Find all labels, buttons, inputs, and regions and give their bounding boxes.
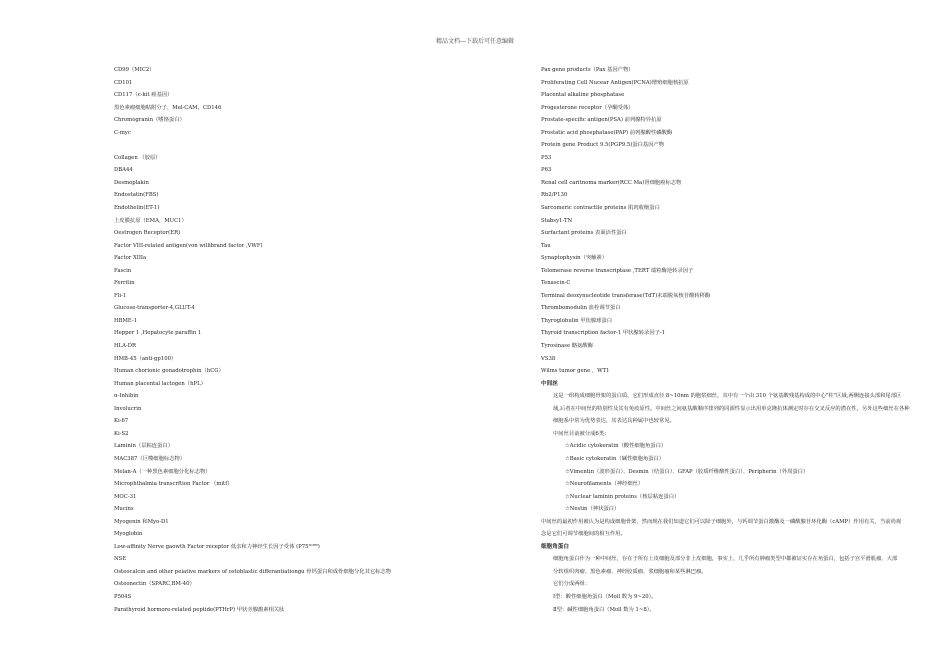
filament-class-list: [541, 440, 921, 515]
list-item: HMB-45（anti-gp100）: [114, 355, 177, 362]
left-column: [114, 64, 474, 616]
list-item: Chromogranin（嗜铬蛋白）: [114, 117, 185, 124]
list-item: CD101: [114, 79, 133, 86]
list-item: Telomerase reverse transcriptase ,TERT 端粒酶逆转录因子: [541, 267, 694, 274]
list-item: ☆Nuclear laminin proteins（核层粘连蛋白）: [565, 493, 680, 500]
list-item: ☆Basic cytokeratin（碱性细胞角蛋白）: [565, 455, 665, 462]
list-item: Microphthalmia transcrftion Factor （mitf）: [114, 481, 233, 488]
list-item: Terminal deoxynucleotide transferase(TdT)末端脱氧核苷酸转移酶: [541, 292, 711, 299]
section-paragraph: [541, 390, 926, 428]
list-item: Wilms tumor gene ，WT1: [541, 368, 610, 375]
list-item: Proliferating Cell Nucear Antigen(PCNA)增殖细胞核抗原: [541, 79, 689, 86]
list-intro: 中间丝目前被分成6类：: [553, 430, 610, 437]
list-item: Laminin（层粘连蛋白）: [114, 443, 173, 450]
list-item: P63: [541, 167, 552, 174]
paragraph-line: 域,后者在中间丝的特别性及其有免疫原性。中间丝之间氨基酸顺序排列的同源性显示出用单克隆抗体测定时存在交叉反应的潜在性，另外这些细丝在各种: [553, 405, 910, 412]
list-item: ☆Vimentin（波形蛋白）、Desmin（结蛋白）、GFAP（胶质纤维酸性蛋白）、Peripherin（外周蛋白）: [565, 468, 809, 475]
right-item-list: [541, 64, 921, 378]
list-item: Progesterone receptor（孕酮受体）: [541, 104, 634, 111]
list-item: Thyroid transcription factor-1 甲状腺转录因子-1: [541, 330, 666, 337]
list-item: Low-affinity Nerve gaowth Factor receptor 低亲和力神经生长因子受体 (P75ᴺᴳᶠᴿ): [114, 543, 320, 550]
list-item: Tau: [541, 242, 551, 249]
list-item: ☆Neurofilaments（神经细丝）: [565, 481, 644, 488]
list-item: Ⅱ型：碱性细胞角蛋白（Moll 数为 1~8）。: [553, 606, 655, 613]
list-item: Endothelin(ET-1): [114, 205, 160, 212]
list-item: Endostatin(FBS): [114, 192, 159, 199]
section-paragraph: [541, 516, 914, 541]
list-item: Glucose-transporter-4,GLUT-4: [114, 305, 195, 312]
list-item: Melan-A（一种黑色素细胞分化标志物）: [114, 468, 211, 475]
list-item: Pax gene products（Pax 基因产物）: [541, 67, 634, 73]
list-item: DBA44: [114, 167, 133, 174]
list-item: Osteonectin（SPARC,BM-40）: [114, 581, 195, 588]
list-item: Placental alkaline phosphatase: [541, 92, 625, 99]
list-item: Oestrogen Receptor(ER): [114, 230, 181, 237]
list-item: Ki-S2: [114, 430, 129, 437]
list-item: Involucrin: [114, 405, 142, 412]
list-item: VS38: [541, 355, 556, 362]
list-item: Tyrosinase 酪氨酸酶: [541, 343, 593, 350]
list-item: Sarcomeric contractile proteins 肌肉收缩蛋白: [541, 205, 660, 212]
cytokeratin-type-list: [541, 591, 921, 616]
list-item: Factor XIIIa: [114, 255, 147, 262]
list-item: ☆Nestin（神状蛋白）: [565, 506, 620, 513]
list-item: Mucins: [114, 506, 134, 513]
list-item: Collagen （胶原）: [114, 154, 161, 161]
list-item: P504S: [114, 593, 132, 600]
list-item: Ⅰ型：酸性细胞角蛋白（Moll 数为 9~20）。: [553, 593, 657, 600]
list-item: Ki-67: [114, 418, 129, 425]
right-column: [541, 64, 921, 616]
list-item: Human placental lactogen（hPL）: [114, 380, 206, 387]
list-item: MAC387（巨噬细胞标志物）: [114, 455, 186, 462]
list-item: α-Inhibin: [114, 393, 139, 400]
list-item: Thyroglobulin 甲状腺球蛋白: [541, 317, 612, 324]
section-paragraph: [541, 553, 926, 578]
list-item: Prostate-specific antigen(PSA) 前列腺特异抗原: [541, 117, 662, 124]
list-item: Desmoplakin: [114, 179, 149, 186]
page-header: 精品文档---下载后可任意编辑: [435, 38, 515, 45]
list-item: 黑色素瘤细胞粘附分子，Mel-CAM，CD146: [114, 104, 222, 111]
paragraph-line: 细胞系中常为优势表达，其表达具种属中也较常见。: [553, 418, 675, 425]
list-item: Myogenin 和Myo-D1: [114, 518, 169, 525]
list-item: Osteocalcin and other peiative markers of ostoblastic differantiationgu 骨钙蛋白和成骨细胞分化其它标志物: [114, 568, 392, 575]
list-item: C-myc: [114, 129, 131, 136]
list-item: NSE: [114, 556, 127, 563]
list-item: Synaptophysin（突触素）: [541, 255, 608, 262]
list-item: Rb2/P130: [541, 192, 568, 199]
section-title-cytokeratin: 细胞角蛋白: [541, 543, 569, 550]
list-item: CD117（c-kit 癌基因）: [114, 92, 173, 99]
list-item: Tenascin-C: [541, 280, 571, 287]
list-item: Stabsy1-TN: [541, 217, 573, 224]
section-title-intermediate-filaments: 中间丝: [541, 380, 558, 387]
paragraph-line: 中间丝的最初作用被认为是构成细胞骨架，然而现在我们知道它们可以除子细胞外，与钙调节蛋白激酶及一磷酸腺苷环化酶（cAMP）作用有关，当前尚观: [541, 518, 902, 525]
list-item: Ferritin: [114, 280, 135, 287]
list-item: Hepper 1 ,Hepatocyte paraffin 1: [114, 330, 202, 337]
list-item: Human chorionic gonadotrophin（hCG）: [114, 368, 224, 375]
list-item: 上皮膜抗原（EMA，MUC1）: [114, 217, 187, 224]
list-item: Fascin: [114, 267, 132, 274]
list-item: Fli-1: [114, 292, 127, 299]
list-item: Parathyroid hormore-related peptide(PTHrP) 甲状旁腺激素相关肽: [114, 606, 285, 613]
list-item: CD99（MIC2）: [114, 67, 155, 73]
paragraph-line: 分软组织肉瘤、黑色素瘤、神经胶质瘤、浆细胞瘤和某些淋巴瘤。: [553, 568, 707, 575]
list-item: Myoglobin: [114, 531, 143, 538]
list-item: Prostatic acid phosphatase(PAP) 前列腺酸性磷酸酶: [541, 129, 673, 136]
list-item: Protein gene Product 9.5(PGP9.5)蛋白基因产物: [541, 142, 665, 149]
list-item: Factor VIII-related antigen(von willibrand factor ,VWF): [114, 242, 263, 249]
paragraph-line: 细胞角蛋白作为一种中间丝，存在于所有上皮细胞及部分非上皮细胞，事实上，几乎所有肿瘤类型中都被证实存在角蛋白，包括子宫平滑肌瘤、大部: [553, 556, 898, 563]
list-intro: 它们分成两组：: [553, 581, 591, 588]
list-item: P53: [541, 154, 552, 161]
list-item: Surfactant proteins 表面活性蛋白: [541, 230, 627, 237]
list-item: Thrombomodulin 血栓调节蛋白: [541, 305, 621, 312]
list-item: MOC-31: [114, 493, 137, 500]
list-item: Renal cell caritnoma marker(RCC Ma)肾细胞癌标志物: [541, 179, 682, 186]
list-item: HLA-DR: [114, 343, 136, 350]
list-item: [114, 139, 474, 152]
list-item: ☆Acidic cytokeratin（酸性细胞角蛋白）: [565, 443, 667, 450]
list-item: HBME-1: [114, 317, 138, 324]
paragraph-line: 念是它们可调节细胞间的相互作用。: [541, 531, 626, 538]
paragraph-line: 这是一组构成细胞骨架的蛋白质，它们形成直径 8~10nm 的胞浆细丝，其中有一个由 310 个氨基酸残基构成的中心"柱"区域,两侧连接头部和尾部区: [553, 393, 902, 400]
